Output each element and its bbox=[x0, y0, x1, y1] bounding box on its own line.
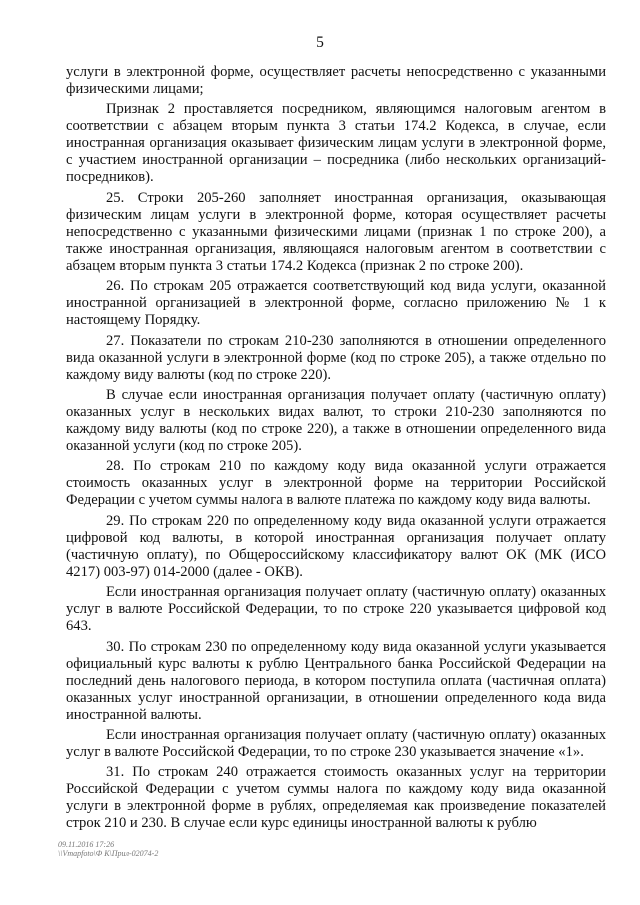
footer-timestamp: 09.11.2016 17:26 bbox=[58, 840, 115, 849]
paragraph-rub-rate: Если иностранная организация получает оплату (частичную оплату) оказанных услуг в валюте Российской Федерации, то по строке 230 указывается значение «1». bbox=[66, 726, 606, 760]
paragraph-item-26: 26. По строкам 205 отражается соответствующий код вида услуги, оказанной иностранной организацией в электронной форме, согласно приложению № 1 к настоящему Порядку. bbox=[66, 278, 606, 329]
paragraph-item-30: 30. По строкам 230 по определенному коду вида оказанной услуги указывается официальный курс валюты к рублю Центрального банка Российской Федерации на последний день налогового периода, в котором поступила оплата (частичная оплата) оказанных услуг иностранной организации, в отношении определенного кода вида иностранной валюты. bbox=[66, 638, 606, 723]
page-number: 5 bbox=[316, 34, 324, 51]
paragraph-item-28: 28. По строкам 210 по каждому коду вида оказанной услуги отражается стоимость оказанных услуг в электронной форме на территории Российской Федерации с учетом суммы налога в валюте платежа по каждому коду вида валюты. bbox=[66, 458, 606, 509]
paragraph-item-31: 31. По строкам 240 отражается стоимость оказанных услуг на территории Российской Федерации с учетом суммы налога по каждому коду вида оказанной услуги в электронной форме в рублях, определяемая как произведение показателей строк 210 и 230. В случае если курс единицы иностранной валюты к рублю bbox=[66, 764, 606, 832]
paragraph-item-27: 27. Показатели по строкам 210-230 заполняются в отношении определенного вида оказанной услуги в электронной форме (код по строке 205), а также отдельно по каждому виду валюты (код по строке 220). bbox=[66, 332, 606, 383]
paragraph-item-29: 29. По строкам 220 по определенному коду вида оказанной услуги отражается цифровой код валюты, в которой иностранная организация получает оплату (частичную оплату), по Общероссийскому классификатору валют ОК (МК (ИСО 4217) 003-97) 014-2000 (далее - ОКВ). bbox=[66, 512, 606, 580]
paragraph-priznak-2: Признак 2 проставляется посредником, являющимся налоговым агентом в соответствии с абзацем вторым пункта 3 статьи 174.2 Кодекса, в случае, если иностранная организация оказывает физическим лицам услуги в электронной форме, с участием иностранной организации – посредника (либо нескольких организаций-посредников). bbox=[66, 101, 606, 186]
paragraph-currency-case: В случае если иностранная организация получает оплату (частичную оплату) оказанных услуг в нескольких видах валют, то строки 210-230 заполняются по каждому виду валюты (код по строке 220), а также в отношении определенного вида оказанной услуги (код по строке 205). bbox=[66, 386, 606, 454]
paragraph-rub-code: Если иностранная организация получает оплату (частичную оплату) оказанных услуг в валюте Российской Федерации, то по строке 220 указывается цифровой код 643. bbox=[66, 584, 606, 635]
footer-file-path: \\Vmapfoto\Ф К\Прил-02074-2 bbox=[58, 849, 159, 858]
paragraph-continuation: услуги в электронной форме, осуществляет расчеты непосредственно с указанными физическими лицами; bbox=[66, 64, 606, 97]
footer-stamp bbox=[58, 840, 158, 858]
document-body bbox=[66, 64, 606, 836]
paragraph-item-25: 25. Строки 205-260 заполняет иностранная организация, оказывающая физическим лицам услуги в электронной форме, которая осуществляет расчеты непосредственно с указанными физическими лицами (признак 1 по строке 200), а также иностранная организация, являющаяся налоговым агентом в соответствии с абзацем вторым пункта 3 статьи 174.2 Кодекса (признак 2 по строке 200). bbox=[66, 189, 606, 274]
